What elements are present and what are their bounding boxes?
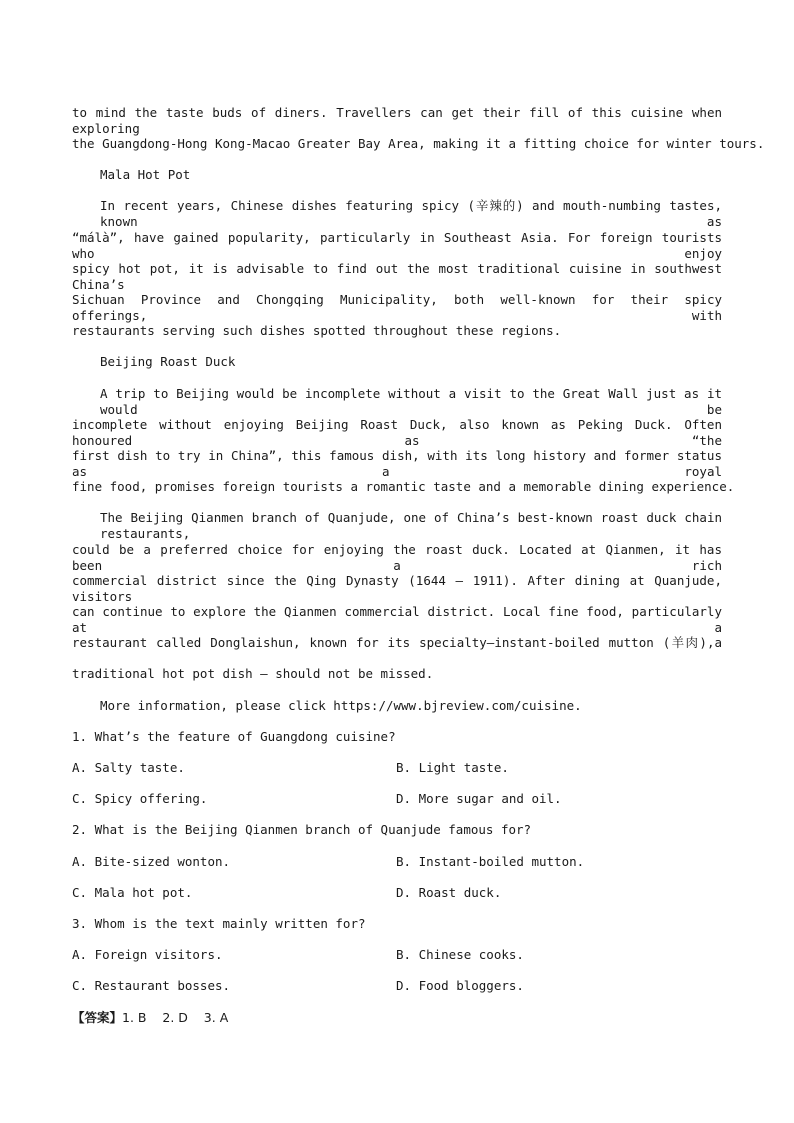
question-3-option-c: C. Restaurant bosses. [72, 978, 231, 993]
more-info-link-text: More information, please click https://www.bjreview.com/cuisine. [100, 698, 582, 713]
question-2-option-a: A. Bite-sized wonton. [72, 854, 231, 869]
question-3-stem: 3. Whom is the text mainly written for? [72, 916, 366, 931]
duck-heading: Beijing Roast Duck [100, 354, 236, 369]
question-3-option-b: B. Chinese cooks. [396, 947, 524, 962]
duck-p2-line-5: restaurant called Donglaishun, known for its specialty—instant-boiled mutton (羊肉),a [72, 635, 722, 650]
intro-line-2: the Guangdong-Hong Kong-Macao Greater Bay Area, making it a fitting choice for winter tours. [72, 136, 765, 151]
question-1-option-a: A. Salty taste. [72, 760, 185, 775]
mala-line-4: Sichuan Province and Chongqing Municipality, both well-known for their spicy offerings, with [72, 292, 722, 323]
question-1-option-d: D. More sugar and oil. [396, 791, 562, 806]
duck-p1-line-3: first dish to try in China”, this famous dish, with its long history and former status as a royal [72, 448, 722, 479]
duck-p2-line-1: The Beijing Qianmen branch of Quanjude, one of China’s best-known roast duck chain restaurants, [100, 510, 722, 541]
duck-p1-line-2: incomplete without enjoying Beijing Roast Duck, also known as Peking Duck. Often honoured as “the [72, 417, 722, 448]
mala-line-3: spicy hot pot, it is advisable to find out the most traditional cuisine in southwest China’s [72, 261, 722, 292]
mala-line-5: restaurants serving such dishes spotted throughout these regions. [72, 323, 562, 338]
duck-p1-line-4: fine food, promises foreign tourists a romantic taste and a memorable dining experience. [72, 479, 735, 494]
duck-p2-line-6: traditional hot pot dish — should not be missed. [72, 666, 434, 681]
duck-p2-line-4: can continue to explore the Qianmen commercial district. Local fine food, particularly at a [72, 604, 722, 635]
mala-line-1: In recent years, Chinese dishes featuring spicy (辛辣的) and mouth-numbing tastes, known as [100, 198, 722, 229]
mala-line-2: “málà”, have gained popularity, particularly in Southeast Asia. For foreign tourists who enjoy [72, 230, 722, 261]
question-1-option-b: B. Light taste. [396, 760, 509, 775]
question-1-stem: 1. What’s the feature of Guangdong cuisine? [72, 729, 396, 744]
mala-heading: Mala Hot Pot [100, 167, 191, 182]
intro-line-1: to mind the taste buds of diners. Travellers can get their fill of this cuisine when exploring [72, 105, 722, 136]
duck-p2-line-2: could be a preferred choice for enjoying the roast duck. Located at Qianmen, it has been a rich [72, 542, 722, 573]
question-3-option-a: A. Foreign visitors. [72, 947, 223, 962]
question-2-option-b: B. Instant-boiled mutton. [396, 854, 585, 869]
answer-values: 1. B 2. D 3. A [122, 1010, 229, 1025]
answer-key [72, 1010, 722, 1026]
question-3-option-d: D. Food bloggers. [396, 978, 524, 993]
duck-p2-line-3: commercial district since the Qing Dynasty (1644 — 1911). After dining at Quanjude, visitors [72, 573, 722, 604]
question-2-option-d: D. Roast duck. [396, 885, 502, 900]
question-2-option-c: C. Mala hot pot. [72, 885, 193, 900]
duck-p1-line-1: A trip to Beijing would be incomplete without a visit to the Great Wall just as it would be [100, 386, 722, 417]
answer-tag: 【答案】 [72, 1010, 123, 1025]
question-2-stem: 2. What is the Beijing Qianmen branch of Quanjude famous for? [72, 822, 532, 837]
question-1-option-c: C. Spicy offering. [72, 791, 208, 806]
